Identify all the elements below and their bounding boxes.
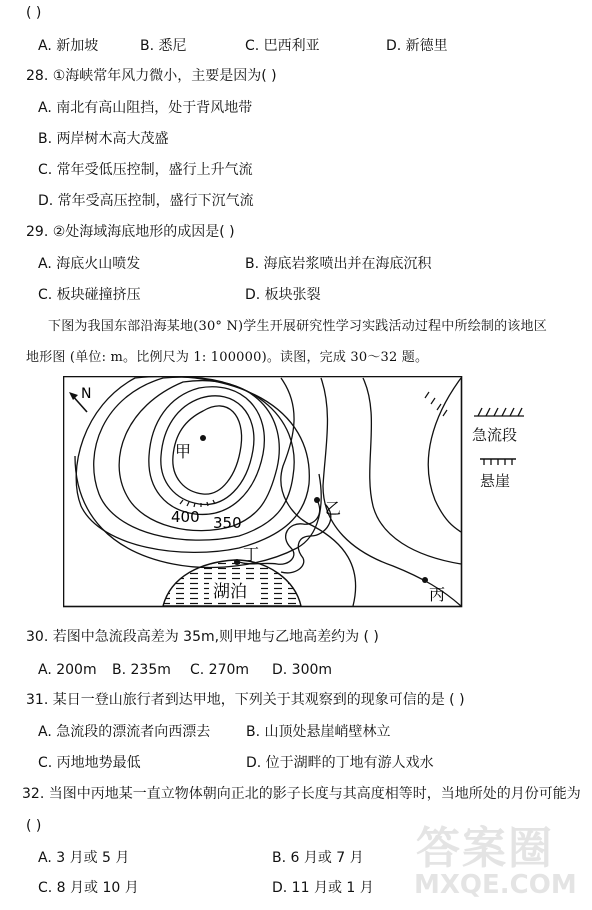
contour-line xyxy=(363,378,461,564)
legend-cliff-label: 悬崖 xyxy=(480,472,511,490)
label-yi: 乙 xyxy=(325,499,342,518)
q27-option-b: B. 悉尼 xyxy=(140,38,187,54)
q31-option-d: D. 位于湖畔的丁地有游人戏水 xyxy=(246,755,434,771)
legend-rapids-symbol xyxy=(472,404,528,418)
q28-stem: 28. ①海峡常年风力微小，主要是因为( ) xyxy=(26,68,277,84)
q30-option-a: A. 200m xyxy=(38,662,97,678)
q29-option-a: A. 海底火山喷发 xyxy=(38,256,141,272)
q29-option-b: B. 海底岩浆喷出并在海底沉积 xyxy=(245,256,432,272)
q29-option-c: C. 板块碰撞挤压 xyxy=(38,287,141,303)
watermark-url: MXQE.COM xyxy=(414,870,577,900)
north-label: N xyxy=(81,386,92,402)
q31-stem: 31. 某日一登山旅行者到达甲地，下列关于其观察到的现象可信的是 ( ) xyxy=(26,692,465,708)
label-jia: 甲 xyxy=(175,442,192,461)
label-ding: 丁 xyxy=(243,545,260,564)
q28-option-b: B. 两岸树木高大茂盛 xyxy=(38,131,169,147)
q27-option-c: C. 巴西利亚 xyxy=(245,38,320,54)
intro-line-1: 下图为我国东部沿海某地(30° N)学生开展研究性学习实践活动过程中所绘制的该地区 xyxy=(48,319,547,334)
q30-option-b: B. 235m xyxy=(112,662,171,678)
q32-option-a: A. 3 月或 5 月 xyxy=(38,850,130,866)
contour-line xyxy=(76,376,309,552)
point-bing xyxy=(422,577,428,583)
point-jia xyxy=(200,435,206,441)
legend-cliff-symbol xyxy=(478,456,518,468)
topographic-map xyxy=(63,376,463,608)
q29-stem: 29. ②处海域海底地形的成因是( ) xyxy=(26,224,235,240)
contour-label-350: 350 xyxy=(213,514,242,532)
q31-option-c: C. 丙地地势最低 xyxy=(38,755,141,771)
q32-option-d: D. 11 月或 1 月 xyxy=(272,880,374,896)
q32-answer-paren: ( ) xyxy=(26,818,42,834)
q28-option-d: D. 常年受高压控制，盛行下沉气流 xyxy=(38,193,254,209)
contour-line xyxy=(281,378,356,606)
q31-option-a: A. 急流段的漂流者向西漂去 xyxy=(38,724,211,740)
q27-option-d: D. 新德里 xyxy=(386,38,448,54)
label-lake: 湖泊 xyxy=(213,582,247,602)
contour-label-400: 400 xyxy=(171,508,200,526)
q32-stem: 32. 当图中丙地某一直立物体朝向正北的影子长度与其高度相等时，当地所处的月份可能为 xyxy=(22,786,581,802)
contour-line xyxy=(149,387,265,515)
q27-option-a: A. 新加坡 xyxy=(38,38,99,54)
q28-option-c: C. 常年受低压控制，盛行上升气流 xyxy=(38,162,253,178)
q27-answer-paren: ( ) xyxy=(26,5,42,21)
point-yi xyxy=(314,497,320,503)
q30-option-d: D. 300m xyxy=(272,662,333,678)
q30-stem: 30. 若图中急流段高差为 35m,则甲地与乙地高差约为 ( ) xyxy=(26,629,379,645)
intro-line-2: 地形图 (单位: m。比例尺为 1: 100000)。读图，完成 30～32 题。 xyxy=(26,350,429,365)
watermark-logo: 答案圈 xyxy=(416,823,554,874)
label-bing: 丙 xyxy=(429,585,446,604)
q30-option-c: C. 270m xyxy=(190,662,250,678)
q28-option-a: A. 南北有高山阻挡，处于背风地带 xyxy=(38,100,253,116)
q32-option-c: C. 8 月或 10 月 xyxy=(38,880,139,896)
q31-option-b: B. 山顶处悬崖峭壁林立 xyxy=(246,724,391,740)
q32-option-b: B. 6 月或 7 月 xyxy=(272,850,364,866)
point-ding xyxy=(234,559,240,565)
q29-option-d: D. 板块张裂 xyxy=(245,287,321,303)
legend-rapids-label: 急流段 xyxy=(472,426,518,444)
rapids-marks xyxy=(425,392,447,416)
